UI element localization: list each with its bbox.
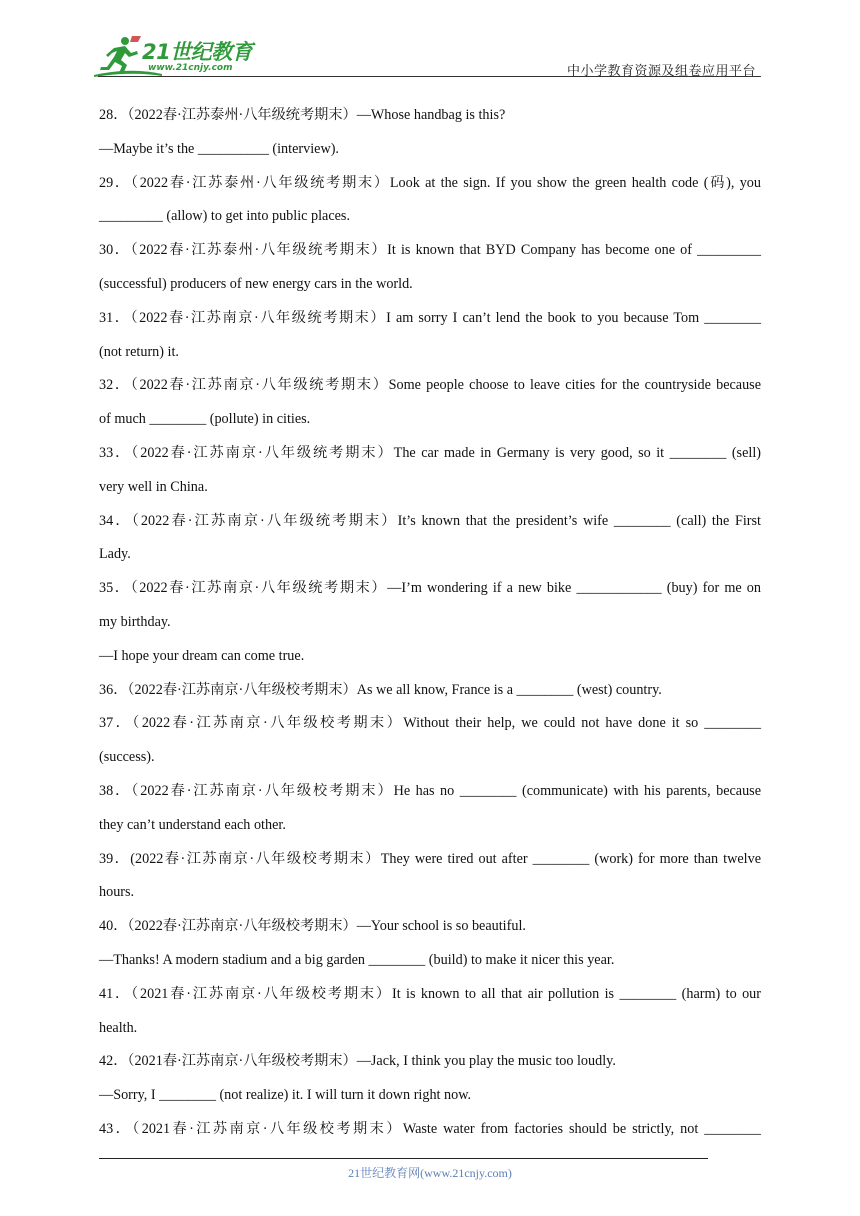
question-line: 34．（2022春·江苏南京·八年级统考期末）It’s known that the president’s wife ________ (call) the First xyxy=(99,512,761,529)
question-line: 36．（2022春·江苏南京·八年级校考期末）As we all know, France is a ________ (west) country. xyxy=(99,681,662,698)
platform-title: 中小学教育资源及组卷应用平台 xyxy=(566,63,756,78)
question-line: _________ (allow) to get into public places. xyxy=(99,208,350,225)
question-line: 41．（2021春·江苏南京·八年级校考期末）It is known to all that air pollution is ________ (harm) to our xyxy=(99,985,761,1002)
logo-text: 21世纪教育 xyxy=(142,40,253,64)
site-logo[interactable] xyxy=(92,34,262,78)
question-line: (success). xyxy=(99,749,155,766)
header-divider xyxy=(98,76,761,77)
page-header xyxy=(0,0,860,80)
question-line: hours. xyxy=(99,884,135,901)
question-line: my birthday. xyxy=(99,613,171,630)
logo-url: www.21cnjy.com xyxy=(148,63,233,73)
question-line: —I hope your dream can come true. xyxy=(99,647,305,664)
question-line: 40．（2022春·江苏南京·八年级校考期末）—Your school is so beautiful. xyxy=(99,918,526,935)
question-line: 42．（2021春·江苏南京·八年级校考期末）—Jack, I think you play the music too loudly. xyxy=(99,1053,616,1070)
question-line: —Sorry, I ________ (not realize) it. I will turn it down right now. xyxy=(99,1087,472,1104)
question-line: Lady. xyxy=(99,546,131,563)
question-line: 39．(2022春·江苏南京·八年级校考期末）They were tired out after ________ (work) for more than twelve xyxy=(99,850,761,867)
question-line: —Thanks! A modern stadium and a big garden ________ (build) to make it nicer this year. xyxy=(99,951,615,968)
question-line: 31．（2022春·江苏南京·八年级统考期末）I am sorry I can’t lend the book to you because Tom ________ xyxy=(99,309,761,326)
question-line: 32．（2022春·江苏南京·八年级统考期末）Some people choose to leave cities for the countryside because xyxy=(99,377,761,394)
question-line: 35．（2022春·江苏南京·八年级统考期末）—I’m wondering if a new bike ____________ (buy) for me on xyxy=(99,580,761,597)
question-line: they can’t understand each other. xyxy=(99,816,286,833)
question-line: 30．（2022春·江苏泰州·八年级统考期末）It is known that BYD Company has become one of _________ xyxy=(99,242,761,259)
question-line: 38．（2022春·江苏南京·八年级校考期末）He has no ________ (communicate) with his parents, because xyxy=(99,782,761,799)
question-line: 33．（2022春·江苏南京·八年级统考期末）The car made in Germany is very good, so it ________ (sell) xyxy=(99,444,761,461)
question-line: health. xyxy=(99,1019,138,1036)
question-line: of much ________ (pollute) in cities. xyxy=(99,411,311,428)
question-line: —Maybe it’s the __________ (interview). xyxy=(99,140,339,157)
footer-divider xyxy=(99,1158,708,1159)
question-line: 28．（2022春·江苏泰州·八年级统考期末）—Whose handbag is this? xyxy=(99,107,506,123)
question-line: very well in China. xyxy=(99,478,208,495)
question-line: (not return) it. xyxy=(99,343,179,360)
footer-link[interactable]: 21世纪教育网(www.21cnjy.com) xyxy=(348,1166,512,1180)
question-line: (successful) producers of new energy cars in the world. xyxy=(99,275,413,292)
question-line: 43．（2021春·江苏南京·八年级校考期末）Waste water from factories should be strictly, not ________ xyxy=(99,1120,761,1137)
question-list xyxy=(99,99,761,1147)
question-line: 37．（2022春·江苏南京·八年级校考期末）Without their help, we could not have done it so ________ xyxy=(99,715,761,732)
question-line: 29．（2022春·江苏泰州·八年级统考期末）Look at the sign. If you show the green health code (码), you xyxy=(99,174,761,191)
